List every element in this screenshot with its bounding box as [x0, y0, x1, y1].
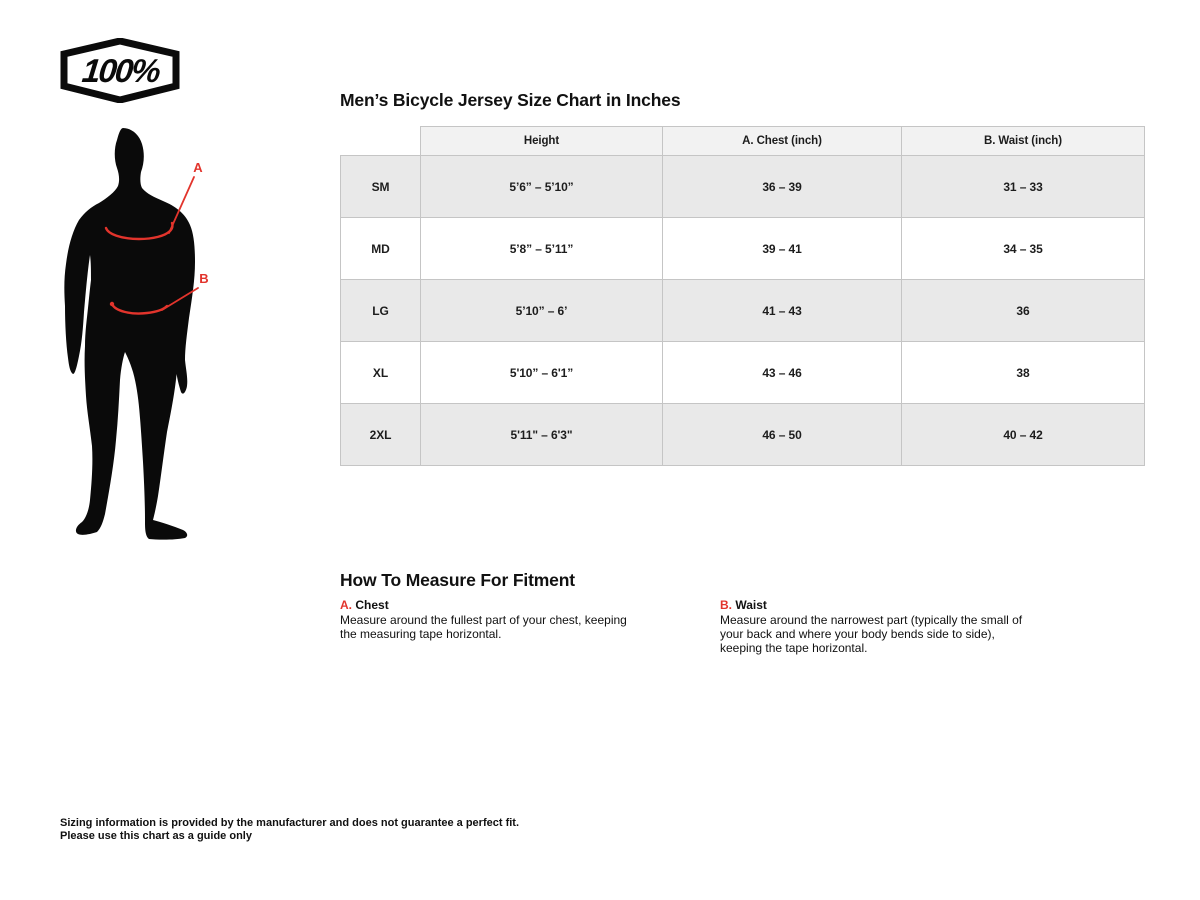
section-chest-heading [340, 598, 645, 612]
size-label: LG [341, 280, 421, 342]
section-waist-heading [720, 598, 1025, 612]
waist-value: 31 – 33 [902, 156, 1145, 218]
height-value: 5'10” – 6'1” [421, 342, 663, 404]
chest-value: 43 – 46 [663, 342, 902, 404]
column-header-chest: A. Chest (inch) [663, 127, 902, 156]
disclaimer-line-2: Please use this chart as a guide only [60, 830, 252, 842]
male-silhouette [64, 128, 195, 540]
chest-value: 46 – 50 [663, 404, 902, 466]
waist-value: 38 [902, 342, 1145, 404]
size-label: XL [341, 342, 421, 404]
section-chest-text: Measure around the fullest part of your chest, keeping the measuring tape horizontal. [340, 613, 627, 641]
waist-value: 40 – 42 [902, 404, 1145, 466]
measure-section-waist [720, 598, 1025, 655]
figure-label-b: B [199, 271, 209, 286]
section-name-waist: Waist [735, 598, 767, 612]
figure-label-a: A [193, 160, 203, 175]
waist-value: 34 – 35 [902, 218, 1145, 280]
table-row-sm [341, 156, 1145, 218]
table-row-md [341, 218, 1145, 280]
disclaimer-line-1: Sizing information is provided by the manufacturer and does not guarantee a perfect fit. [60, 817, 520, 829]
logo-text: 100% [80, 53, 161, 90]
column-header-height: Height [421, 127, 663, 156]
waist-value: 36 [902, 280, 1145, 342]
table-row-lg [341, 280, 1145, 342]
table-row-2xl [341, 404, 1145, 466]
size-label: MD [341, 218, 421, 280]
height-value: 5’6” – 5’10” [421, 156, 663, 218]
chest-value: 36 – 39 [663, 156, 902, 218]
size-label: SM [341, 156, 421, 218]
section-name-chest: Chest [355, 598, 389, 612]
section-waist-text: Measure around the narrowest part (typically the small of your back and where your body bends side to side), keeping the tape horizontal. [720, 613, 1023, 655]
measure-section-chest [340, 598, 645, 641]
size-chart-title: Men’s Bicycle Jersey Size Chart in Inches [340, 90, 681, 110]
size-table [340, 126, 1145, 466]
size-label: 2XL [341, 404, 421, 466]
section-letter-a: A. [340, 598, 352, 612]
chest-value: 39 – 41 [663, 218, 902, 280]
column-header-waist: B. Waist (inch) [902, 127, 1145, 156]
height-value: 5’8” – 5’11” [421, 218, 663, 280]
table-row-xl [341, 342, 1145, 404]
height-value: 5’10” – 6’ [421, 280, 663, 342]
table-corner-blank-cell [341, 127, 421, 156]
footer-disclaimer [60, 817, 519, 843]
section-letter-b: B. [720, 598, 732, 612]
brand-logo-100-percent [60, 38, 180, 103]
how-to-measure-title: How To Measure For Fitment [340, 570, 575, 590]
chest-value: 41 – 43 [663, 280, 902, 342]
male-silhouette-figure [55, 125, 220, 550]
table-header-row [341, 127, 1145, 156]
height-value: 5'11" – 6'3" [421, 404, 663, 466]
